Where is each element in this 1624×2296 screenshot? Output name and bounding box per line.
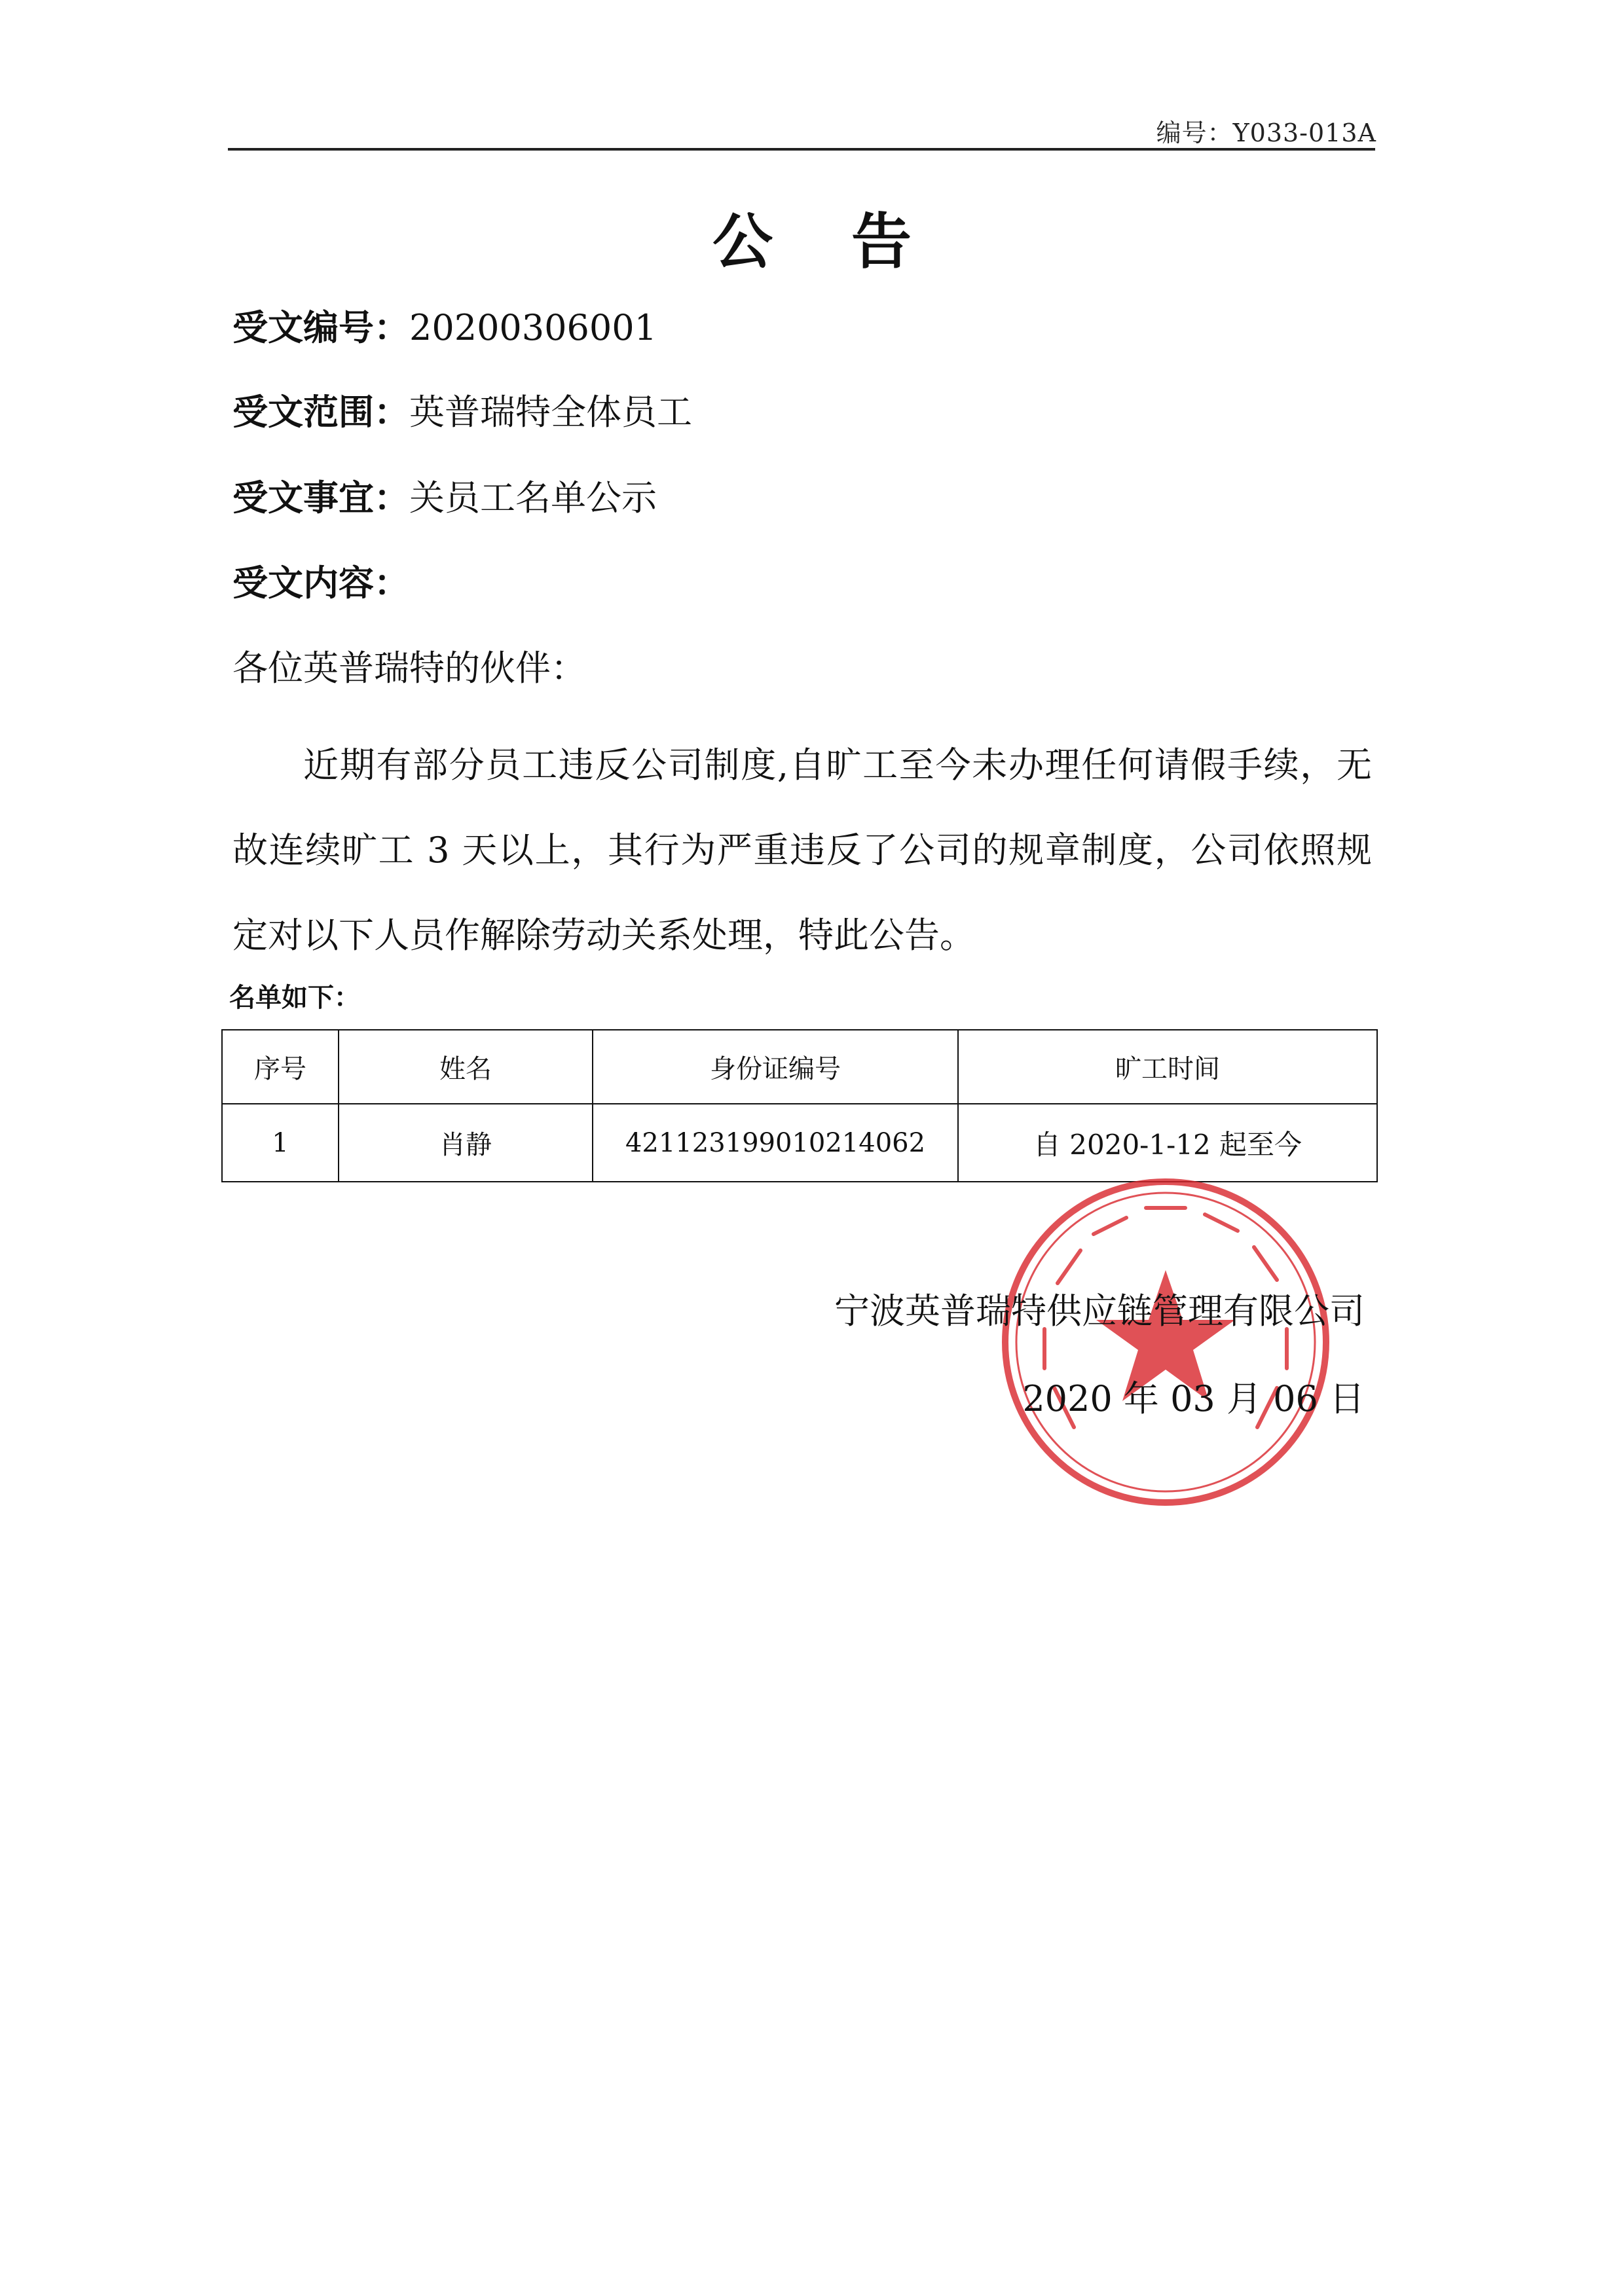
- table-header: 序号: [222, 1030, 339, 1104]
- seal-arc-mark: [1058, 1208, 1277, 1283]
- field-content: [232, 555, 409, 606]
- field-value: 20200306001: [409, 307, 657, 348]
- company-name: 宁波英普瑞特供应链管理有限公司: [834, 1290, 1365, 1332]
- table-header-row: [222, 1030, 1377, 1104]
- table-row: [222, 1104, 1377, 1182]
- greeting: 各位英普瑞特的伙伴：: [232, 647, 586, 689]
- field-value: 关员工名单公示: [409, 477, 657, 519]
- table-cell: 421123199010214062: [593, 1104, 958, 1182]
- roster-table: [221, 1029, 1378, 1182]
- table-cell: 自 2020-1-12 起至今: [958, 1104, 1377, 1182]
- field-scope: [232, 384, 692, 435]
- company-seal-icon: [995, 1172, 1336, 1512]
- table-header: 身份证编号: [593, 1030, 958, 1104]
- body-paragraph: 近期有部分员工违反公司制度,自旷工至今未办理任何请假手续，无故连续旷工 3 天以上，其行为严重违反了公司的规章制度，公司依照规定对以下人员作解除劳动关系处理，特此公告。: [232, 744, 1372, 956]
- page-title: 公 告: [712, 207, 941, 277]
- field-label: 受文事宜：: [232, 477, 409, 519]
- table-header: 姓名: [339, 1030, 593, 1104]
- field-label: 受文范围：: [232, 392, 409, 433]
- field-label: 受文编号：: [232, 307, 409, 348]
- table-cell: 肖静: [339, 1104, 593, 1182]
- table-cell: 1: [222, 1104, 339, 1182]
- field-matter: [232, 470, 657, 520]
- field-document-number: [232, 300, 657, 350]
- document-code: 编号：Y033-013A: [1156, 118, 1376, 147]
- field-label: 受文内容：: [232, 562, 409, 604]
- table-header: 旷工时间: [958, 1030, 1377, 1104]
- issue-date: 2020 年 03 月 06 日: [1022, 1378, 1365, 1419]
- field-value: 英普瑞特全体员工: [409, 392, 692, 433]
- list-title: 名单如下：: [229, 983, 360, 1013]
- header-divider: [228, 148, 1375, 151]
